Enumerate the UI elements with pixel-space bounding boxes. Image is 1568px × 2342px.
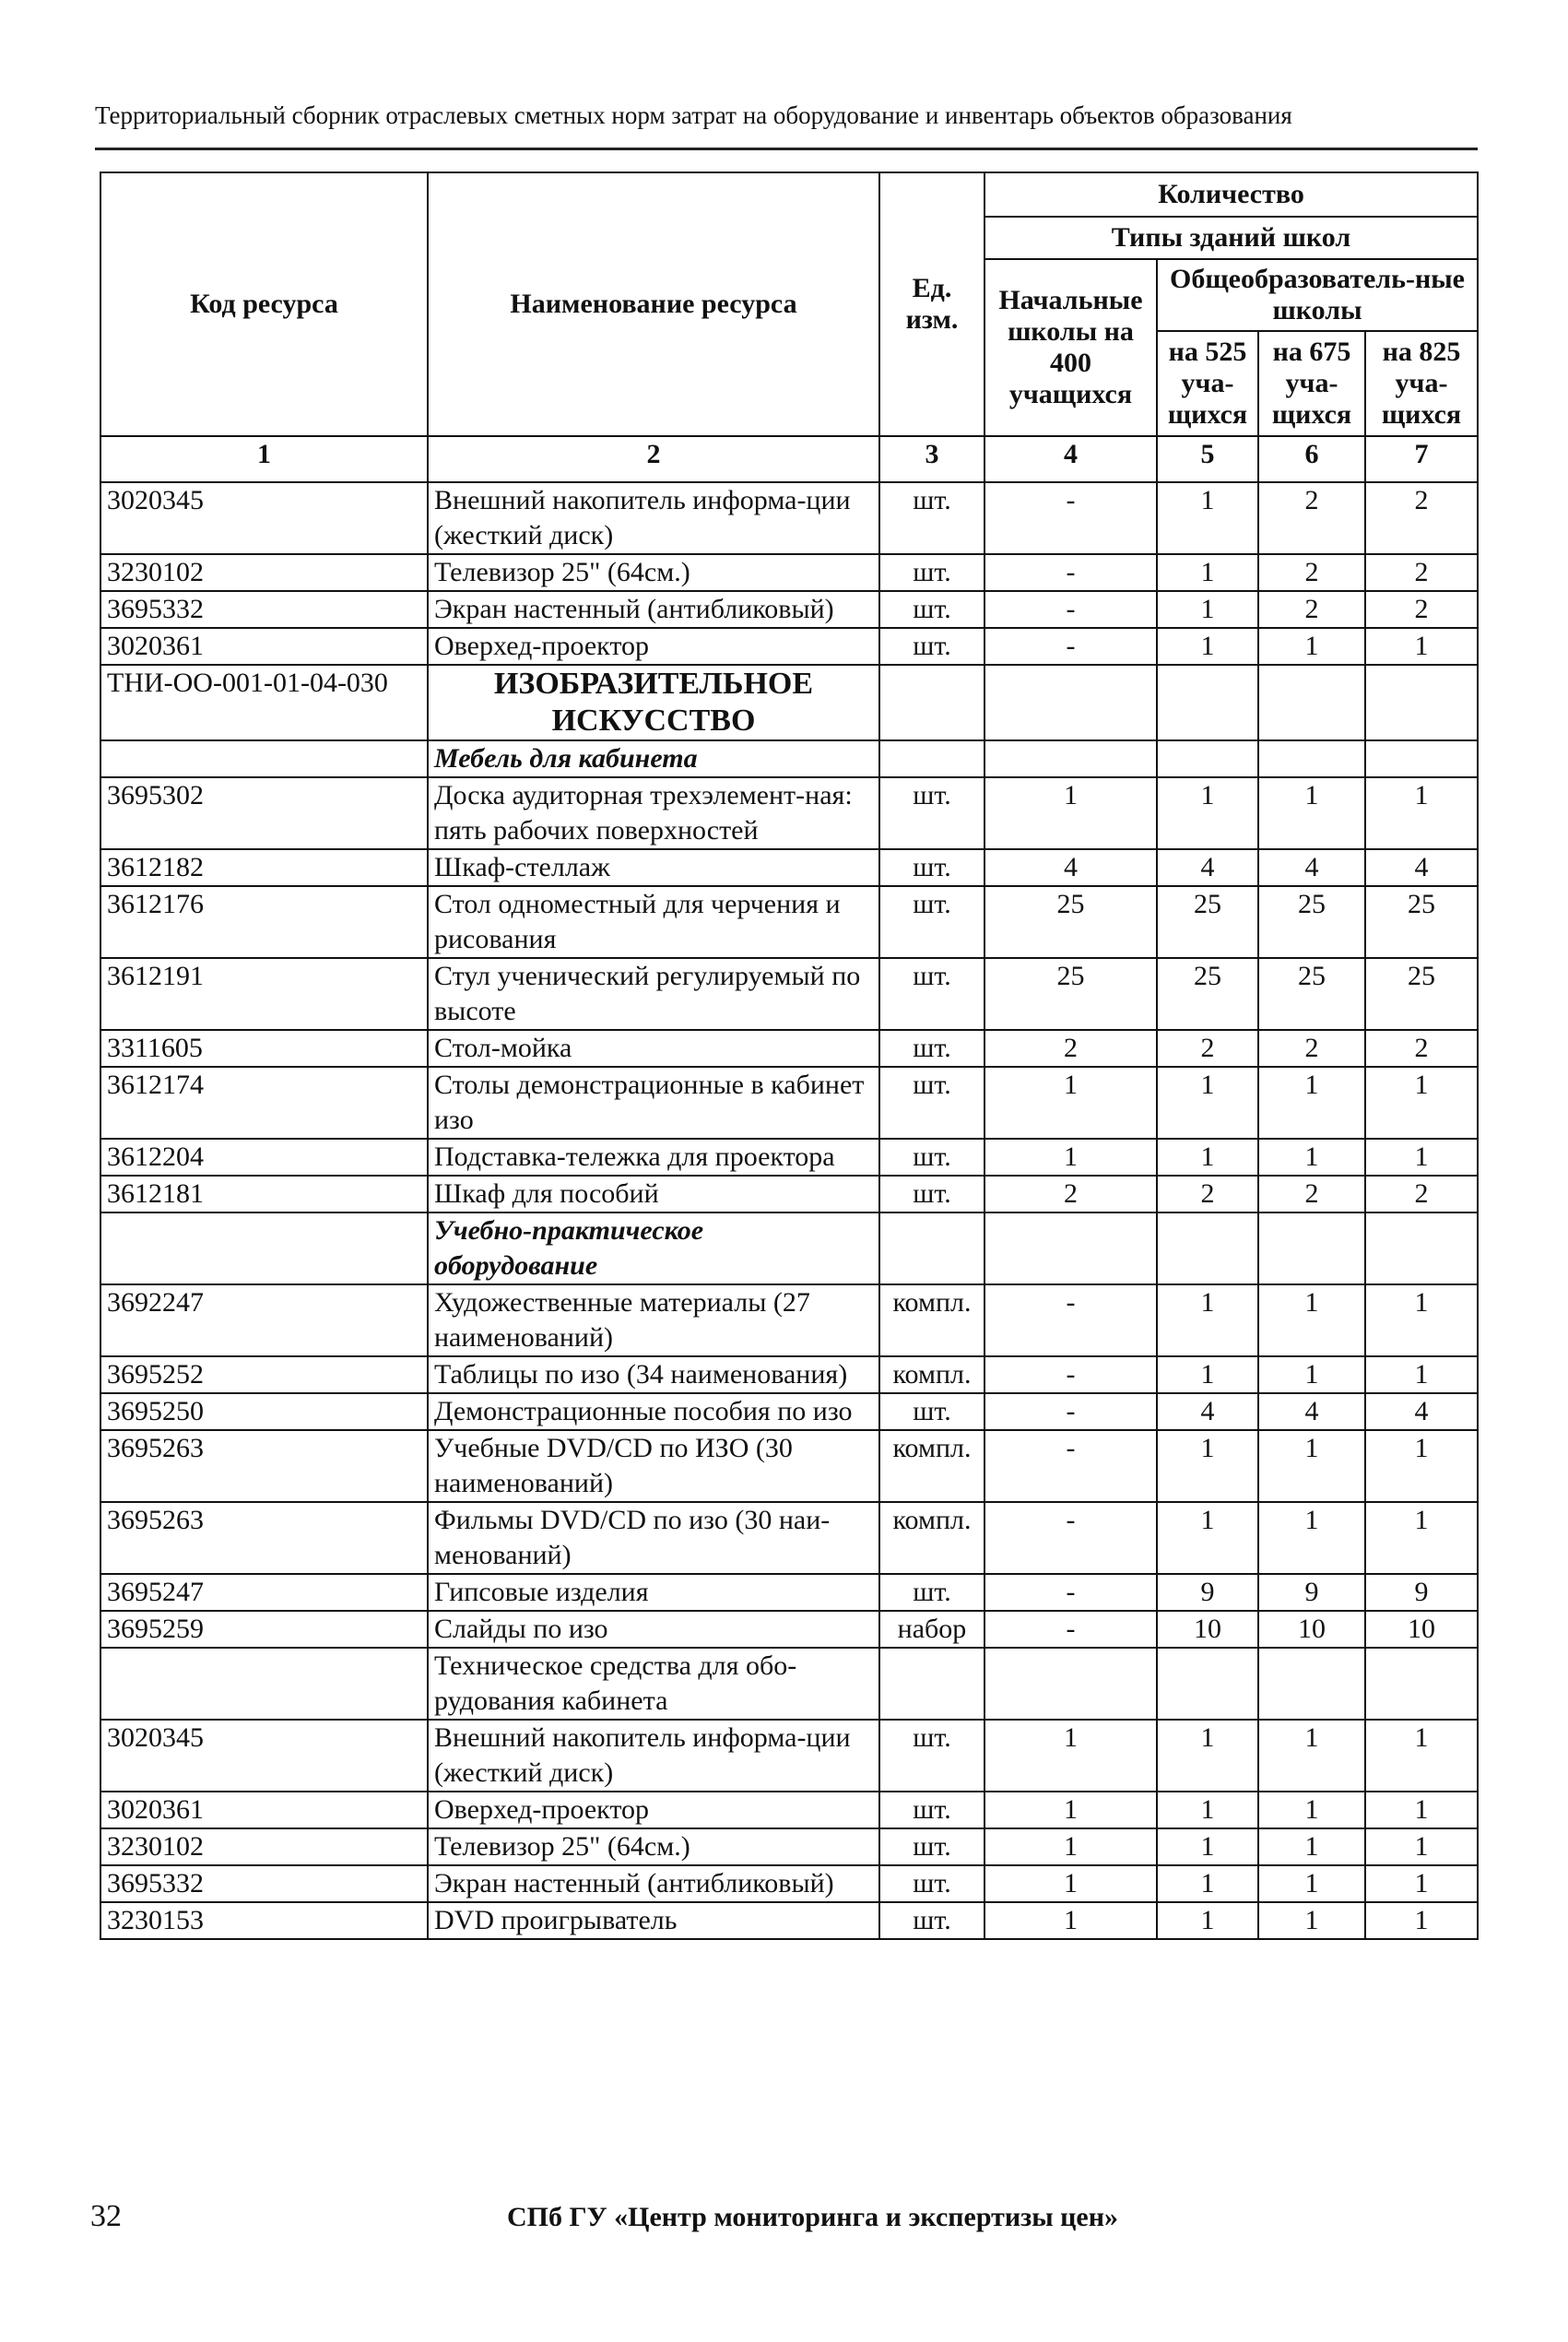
header-rule: [95, 148, 1478, 150]
cell-q7: 2: [1365, 1176, 1478, 1212]
table-row: [100, 1792, 1478, 1828]
cell-name: Стул ученический регулируемый по высоте: [428, 958, 879, 1030]
cell-q7: 1: [1365, 1502, 1478, 1574]
cell-q6: 4: [1258, 849, 1365, 886]
footer-organization: СПб ГУ «Центр мониторинга и экспертизы цен»: [507, 2202, 1119, 2232]
cell-q5: 1: [1157, 777, 1258, 849]
cell-q4: -: [984, 482, 1157, 554]
cell-code: 3230102: [100, 554, 428, 591]
cell-q5: 1: [1157, 482, 1258, 554]
cell-name: Художественные материалы (27 наименований): [428, 1284, 879, 1356]
cell-name: DVD проигрыватель: [428, 1902, 879, 1939]
cell-q6: 1: [1258, 1139, 1365, 1176]
cell-q5: 10: [1157, 1611, 1258, 1648]
cell-unit: набор: [879, 1611, 984, 1648]
running-header: Территориальный сборник отраслевых сметных норм затрат на оборудование и инвентарь объектов образования: [95, 101, 1292, 129]
table-row: [100, 591, 1478, 628]
cell-code: 3612181: [100, 1176, 428, 1212]
table-row: [100, 958, 1478, 1030]
cell-code: [100, 1212, 428, 1284]
table-row: [100, 665, 1478, 740]
table-row: [100, 849, 1478, 886]
cell-name: Шкаф-стеллаж: [428, 849, 879, 886]
table-row: [100, 1030, 1478, 1067]
cell-q4: 1: [984, 1720, 1157, 1792]
cell-q4: -: [984, 1611, 1157, 1648]
cell-q4: -: [984, 1574, 1157, 1611]
cell-q4: 1: [984, 777, 1157, 849]
cell-name: Таблицы по изо (34 наименования): [428, 1356, 879, 1393]
cell-name: Внешний накопитель информа-ции (жесткий диск): [428, 1720, 879, 1792]
cell-code: 3612176: [100, 886, 428, 958]
cell-name: Доска аудиторная трехэлемент-ная: пять рабочих поверхностей: [428, 777, 879, 849]
cell-q4: 1: [984, 1792, 1157, 1828]
cell-code: 3695250: [100, 1393, 428, 1430]
table-row: [100, 1067, 1478, 1139]
cell-q7: 2: [1365, 482, 1478, 554]
cell-q4: 4: [984, 849, 1157, 886]
table-row: [100, 1611, 1478, 1648]
cell-q4: [984, 665, 1157, 740]
cell-code: 3695332: [100, 591, 428, 628]
cell-name: Учебно-практическое оборудование: [428, 1212, 879, 1284]
cell-q4: 1: [984, 1902, 1157, 1939]
cell-name: Телевизор 25" (64см.): [428, 554, 879, 591]
cell-code: 3230153: [100, 1902, 428, 1939]
cell-name: Демонстрационные пособия по изо: [428, 1393, 879, 1430]
cell-q4: -: [984, 1356, 1157, 1393]
cell-q7: 1: [1365, 1284, 1478, 1356]
cell-code: 3612174: [100, 1067, 428, 1139]
cell-q4: 1: [984, 1865, 1157, 1902]
cell-q4: -: [984, 628, 1157, 665]
cell-q7: 1: [1365, 628, 1478, 665]
cell-q4: 1: [984, 1139, 1157, 1176]
cell-code: ТНИ-ОО-001-01-04-030: [100, 665, 428, 740]
cell-q7: 4: [1365, 849, 1478, 886]
cell-q7: 2: [1365, 591, 1478, 628]
page-number: 32: [90, 2199, 122, 2233]
cell-q7: 1: [1365, 1067, 1478, 1139]
cell-name: Экран настенный (антибликовый): [428, 1865, 879, 1902]
cell-q6: 1: [1258, 1284, 1365, 1356]
cell-code: 3692247: [100, 1284, 428, 1356]
cell-code: 3020361: [100, 1792, 428, 1828]
cell-name: Гипсовые изделия: [428, 1574, 879, 1611]
col-number: 5: [1157, 436, 1258, 482]
cell-q6: 1: [1258, 1430, 1365, 1502]
cell-q5: 1: [1157, 628, 1258, 665]
cell-q6: 1: [1258, 1828, 1365, 1865]
cell-q4: [984, 1212, 1157, 1284]
cell-q7: 1: [1365, 1792, 1478, 1828]
cell-q6: 2: [1258, 1030, 1365, 1067]
cell-q7: 25: [1365, 958, 1478, 1030]
cell-unit: шт.: [879, 628, 984, 665]
cell-q5: [1157, 665, 1258, 740]
cell-unit: компл.: [879, 1430, 984, 1502]
cell-q6: [1258, 665, 1365, 740]
table-row: [100, 1356, 1478, 1393]
cell-name: Шкаф для пособий: [428, 1176, 879, 1212]
cell-q4: -: [984, 1393, 1157, 1430]
table-row: [100, 1902, 1478, 1939]
cell-q6: 1: [1258, 1792, 1365, 1828]
cell-code: 3612204: [100, 1139, 428, 1176]
cell-code: 3020345: [100, 482, 428, 554]
cell-unit: компл.: [879, 1502, 984, 1574]
cell-name: Учебные DVD/CD по ИЗО (30 наименований): [428, 1430, 879, 1502]
cell-q4: [984, 1648, 1157, 1720]
cell-q7: 1: [1365, 777, 1478, 849]
cell-unit: шт.: [879, 1865, 984, 1902]
cell-q7: 1: [1365, 1430, 1478, 1502]
cell-q5: 1: [1157, 1356, 1258, 1393]
cell-name: Внешний накопитель информа-ции (жесткий диск): [428, 482, 879, 554]
cell-code: [100, 740, 428, 777]
table-row: [100, 1176, 1478, 1212]
cell-q6: [1258, 740, 1365, 777]
table-row: [100, 1139, 1478, 1176]
cell-code: 3695259: [100, 1611, 428, 1648]
cell-unit: шт.: [879, 591, 984, 628]
cell-q5: 25: [1157, 886, 1258, 958]
cell-unit: шт.: [879, 1720, 984, 1792]
table-row: [100, 628, 1478, 665]
cell-unit: шт.: [879, 1792, 984, 1828]
cell-q4: 25: [984, 886, 1157, 958]
cell-name: Стол одноместный для черчения и рисования: [428, 886, 879, 958]
cell-unit: шт.: [879, 849, 984, 886]
table-row: [100, 1865, 1478, 1902]
col-number: 4: [984, 436, 1157, 482]
col-header-825: на 825 уча-щихся: [1365, 331, 1478, 436]
table-row: [100, 1212, 1478, 1284]
cell-q7: 1: [1365, 1865, 1478, 1902]
cell-q4: [984, 740, 1157, 777]
cell-q7: 10: [1365, 1611, 1478, 1648]
cell-q4: -: [984, 1284, 1157, 1356]
cell-q6: 1: [1258, 1067, 1365, 1139]
cell-q5: 2: [1157, 1176, 1258, 1212]
cell-unit: [879, 1648, 984, 1720]
cell-unit: шт.: [879, 886, 984, 958]
cell-q6: 25: [1258, 958, 1365, 1030]
cell-q7: 1: [1365, 1356, 1478, 1393]
cell-q5: 1: [1157, 554, 1258, 591]
cell-q5: 1: [1157, 1828, 1258, 1865]
cell-q5: 4: [1157, 849, 1258, 886]
col-header-unit: Ед. изм.: [879, 172, 984, 436]
cell-q7: [1365, 1648, 1478, 1720]
cell-q6: 10: [1258, 1611, 1365, 1648]
cell-q6: 4: [1258, 1393, 1365, 1430]
cell-unit: шт.: [879, 1176, 984, 1212]
cell-q4: -: [984, 554, 1157, 591]
cell-unit: шт.: [879, 777, 984, 849]
cell-unit: шт.: [879, 1574, 984, 1611]
cell-name: Подставка-тележка для проектора: [428, 1139, 879, 1176]
cell-unit: шт.: [879, 1067, 984, 1139]
cell-q5: [1157, 1212, 1258, 1284]
cell-unit: [879, 665, 984, 740]
cell-q7: [1365, 665, 1478, 740]
cell-unit: [879, 740, 984, 777]
cell-unit: шт.: [879, 1828, 984, 1865]
cell-code: 3695302: [100, 777, 428, 849]
table-row: [100, 1284, 1478, 1356]
table-row: [100, 1574, 1478, 1611]
cell-code: 3612191: [100, 958, 428, 1030]
cell-unit: шт.: [879, 1393, 984, 1430]
cell-q5: 1: [1157, 1792, 1258, 1828]
cell-q5: 9: [1157, 1574, 1258, 1611]
col-header-675: на 675 уча-щихся: [1258, 331, 1365, 436]
cell-unit: шт.: [879, 958, 984, 1030]
cell-q6: 1: [1258, 1356, 1365, 1393]
cell-code: 3230102: [100, 1828, 428, 1865]
cell-q4: 25: [984, 958, 1157, 1030]
cell-unit: [879, 1212, 984, 1284]
cell-code: 3020361: [100, 628, 428, 665]
cell-code: [100, 1648, 428, 1720]
table-row: [100, 1502, 1478, 1574]
col-header-name: Наименование ресурса: [428, 172, 879, 436]
col-number: 1: [100, 436, 428, 482]
cell-name: Техническое средства для обо-рудования кабинета: [428, 1648, 879, 1720]
cell-name: Мебель для кабинета: [428, 740, 879, 777]
cell-q6: 2: [1258, 482, 1365, 554]
cell-q7: 1: [1365, 1720, 1478, 1792]
cell-q5: 1: [1157, 1720, 1258, 1792]
table-row: [100, 886, 1478, 958]
cell-unit: компл.: [879, 1356, 984, 1393]
cell-q6: 2: [1258, 554, 1365, 591]
cell-name: Оверхед-проектор: [428, 628, 879, 665]
cell-q5: 1: [1157, 1284, 1258, 1356]
cell-q6: 2: [1258, 591, 1365, 628]
table-row: [100, 1828, 1478, 1865]
cell-code: 3311605: [100, 1030, 428, 1067]
cell-q6: 1: [1258, 1865, 1365, 1902]
cell-code: 3695263: [100, 1430, 428, 1502]
cell-name: Стол-мойка: [428, 1030, 879, 1067]
col-number: 7: [1365, 436, 1478, 482]
cell-code: 3695252: [100, 1356, 428, 1393]
cell-q7: 2: [1365, 1030, 1478, 1067]
col-header-primary: Начальные школы на 400 учащихся: [984, 259, 1157, 436]
cell-q7: 1: [1365, 1828, 1478, 1865]
cell-q6: [1258, 1648, 1365, 1720]
cell-q5: 4: [1157, 1393, 1258, 1430]
cell-code: 3695332: [100, 1865, 428, 1902]
cell-name: Оверхед-проектор: [428, 1792, 879, 1828]
cell-unit: шт.: [879, 1030, 984, 1067]
cell-name: Слайды по изо: [428, 1611, 879, 1648]
cell-q5: 1: [1157, 1067, 1258, 1139]
col-header-general: Общеобразователь-ные школы: [1157, 259, 1478, 331]
cell-q5: 2: [1157, 1030, 1258, 1067]
col-header-525: на 525 уча-щихся: [1157, 331, 1258, 436]
cell-q4: 2: [984, 1176, 1157, 1212]
column-numbers-row: [100, 436, 1478, 482]
cell-q7: [1365, 1212, 1478, 1284]
cell-q7: 1: [1365, 1902, 1478, 1939]
cell-q5: 1: [1157, 1865, 1258, 1902]
col-number: 6: [1258, 436, 1365, 482]
cell-name: Экран настенный (антибликовый): [428, 591, 879, 628]
cell-q5: 25: [1157, 958, 1258, 1030]
col-header-quantity: Количество: [984, 172, 1478, 217]
table-row: [100, 777, 1478, 849]
table-row: [100, 1430, 1478, 1502]
cell-q7: 25: [1365, 886, 1478, 958]
cell-q7: 4: [1365, 1393, 1478, 1430]
cell-q6: 1: [1258, 628, 1365, 665]
cell-q4: 1: [984, 1828, 1157, 1865]
cell-name: Фильмы DVD/CD по изо (30 наи-менований): [428, 1502, 879, 1574]
cell-q5: 1: [1157, 1430, 1258, 1502]
cell-q6: 1: [1258, 777, 1365, 849]
table-row: [100, 1648, 1478, 1720]
cell-q5: 1: [1157, 591, 1258, 628]
cell-code: 3612182: [100, 849, 428, 886]
cell-q4: -: [984, 1502, 1157, 1574]
cell-q4: 1: [984, 1067, 1157, 1139]
cell-code: 3695247: [100, 1574, 428, 1611]
cell-q5: [1157, 740, 1258, 777]
table-row: [100, 482, 1478, 554]
cell-q5: 1: [1157, 1902, 1258, 1939]
table-row: [100, 1720, 1478, 1792]
table-row: [100, 1393, 1478, 1430]
cell-q5: 1: [1157, 1502, 1258, 1574]
col-number: 2: [428, 436, 879, 482]
col-header-code: Код ресурса: [100, 172, 428, 436]
cell-q6: 1: [1258, 1902, 1365, 1939]
cell-q5: [1157, 1648, 1258, 1720]
cell-unit: шт.: [879, 1139, 984, 1176]
cell-name: Столы демонстрационные в кабинет изо: [428, 1067, 879, 1139]
cell-name: ИЗОБРАЗИТЕЛЬНОЕ ИСКУССТВО: [428, 665, 879, 740]
cell-unit: шт.: [879, 554, 984, 591]
cell-unit: компл.: [879, 1284, 984, 1356]
cell-q4: -: [984, 591, 1157, 628]
cell-q6: [1258, 1212, 1365, 1284]
cell-q7: 9: [1365, 1574, 1478, 1611]
cell-q4: -: [984, 1430, 1157, 1502]
cell-q6: 9: [1258, 1574, 1365, 1611]
cell-q5: 1: [1157, 1139, 1258, 1176]
cell-q6: 2: [1258, 1176, 1365, 1212]
cell-name: Телевизор 25" (64см.): [428, 1828, 879, 1865]
cell-q4: 2: [984, 1030, 1157, 1067]
cell-q6: 25: [1258, 886, 1365, 958]
cell-code: 3020345: [100, 1720, 428, 1792]
cell-unit: шт.: [879, 1902, 984, 1939]
col-number: 3: [879, 436, 984, 482]
resource-table: [100, 172, 1479, 1940]
cell-q7: 2: [1365, 554, 1478, 591]
table-row: [100, 554, 1478, 591]
col-header-building-types: Типы зданий школ: [984, 217, 1478, 259]
cell-q6: 1: [1258, 1502, 1365, 1574]
cell-q7: 1: [1365, 1139, 1478, 1176]
cell-q7: [1365, 740, 1478, 777]
cell-unit: шт.: [879, 482, 984, 554]
cell-q6: 1: [1258, 1720, 1365, 1792]
cell-code: 3695263: [100, 1502, 428, 1574]
table-row: [100, 740, 1478, 777]
